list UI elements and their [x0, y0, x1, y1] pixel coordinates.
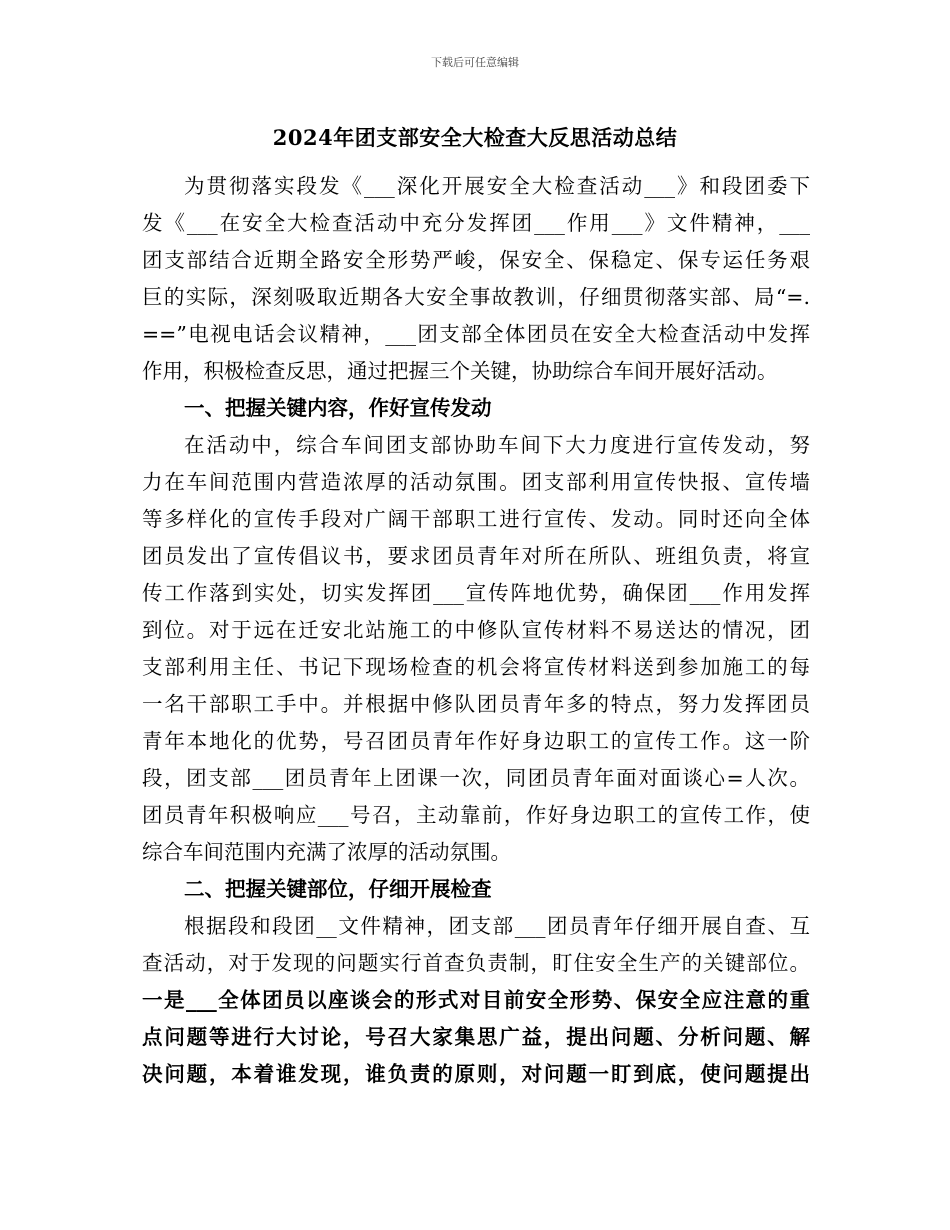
paragraph-line: ==”电视电话会议精神，___团支部全体团员在安全大检查活动中发挥 — [142, 322, 810, 346]
paragraph-line: 等多样化的宣传手段对广阔干部职工进行宣传、发动。同时还向全体 — [142, 507, 810, 531]
paragraph-line: 综合车间范围内充满了浓厚的活动氛围。 — [142, 840, 511, 864]
paragraph-line: 传工作落到实处，切实发挥团___宣传阵地优势，确保团___作用发挥 — [142, 581, 810, 605]
paragraph-line-bold: 一是___全体团员以座谈会的形式对目前安全形势、保安全应注意的重 — [142, 988, 810, 1012]
paragraph-line: 为贯彻落实段发《___深化开展安全大检查活动___》和段团委下 — [184, 174, 810, 198]
paragraph-line: 作用，积极检查反思，通过把握三个关键，协助综合车间开展好活动。 — [142, 359, 778, 383]
paragraph-line: 段，团支部___团员青年上团课一次，同团员青年面对面谈心=人次。 — [142, 766, 810, 790]
paragraph-line: 支部利用主任、书记下现场检查的机会将宣传材料送到参加施工的每 — [142, 655, 810, 679]
paragraph-line: 力在车间范围内营造浓厚的活动氛围。团支部利用宣传快报、宣传墙 — [142, 470, 810, 494]
paragraph-line: 巨的实际，深刻吸取近期各大安全事故教训，仔细贯彻落实部、局“=. — [142, 285, 810, 309]
paragraph-line: 根据段和段团__文件精神，团支部___团员青年仔细开展自查、互 — [184, 914, 810, 938]
paragraph-line-bold: 点问题等进行大讨论，号召大家集思广益，提出问题、分析问题、解 — [142, 1025, 810, 1049]
section-heading-1: 一、把握关键内容，作好宣传发动 — [184, 396, 492, 420]
paragraph-line-bold: 决问题，本着谁发现，谁负责的原则，对问题一盯到底，使问题提出 — [142, 1062, 810, 1086]
document-body — [142, 168, 810, 1093]
header-note: 下载后可任意编辑 — [431, 56, 519, 69]
paragraph-line: 发《___在安全大检查活动中充分发挥团___作用___》文件精神，___ — [142, 211, 810, 235]
paragraph-line: 查活动，对于发现的问题实行首查负责制，盯住安全生产的关键部位。 — [142, 951, 810, 975]
paragraph-line: 到位。对于远在迁安北站施工的中修队宣传材料不易送达的情况，团 — [142, 618, 810, 642]
document-title: 2024年团支部安全大检查大反思活动总结 — [272, 125, 678, 150]
paragraph-line: 团员青年积极响应___号召，主动靠前，作好身边职工的宣传工作，使 — [142, 803, 810, 827]
paragraph-line: 团员发出了宣传倡议书，要求团员青年对所在所队、班组负责，将宣 — [142, 544, 810, 568]
paragraph-line: 团支部结合近期全路安全形势严峻，保安全、保稳定、保专运任务艰 — [142, 248, 810, 272]
paragraph-line: 一名干部职工手中。并根据中修队团员青年多的特点，努力发挥团员 — [142, 692, 810, 716]
section-heading-2: 二、把握关键部位，仔细开展检查 — [184, 877, 492, 901]
paragraph-line: 在活动中，综合车间团支部协助车间下大力度进行宣传发动，努 — [184, 433, 810, 457]
paragraph-line: 青年本地化的优势，号召团员青年作好身边职工的宣传工作。这一阶 — [142, 729, 810, 753]
